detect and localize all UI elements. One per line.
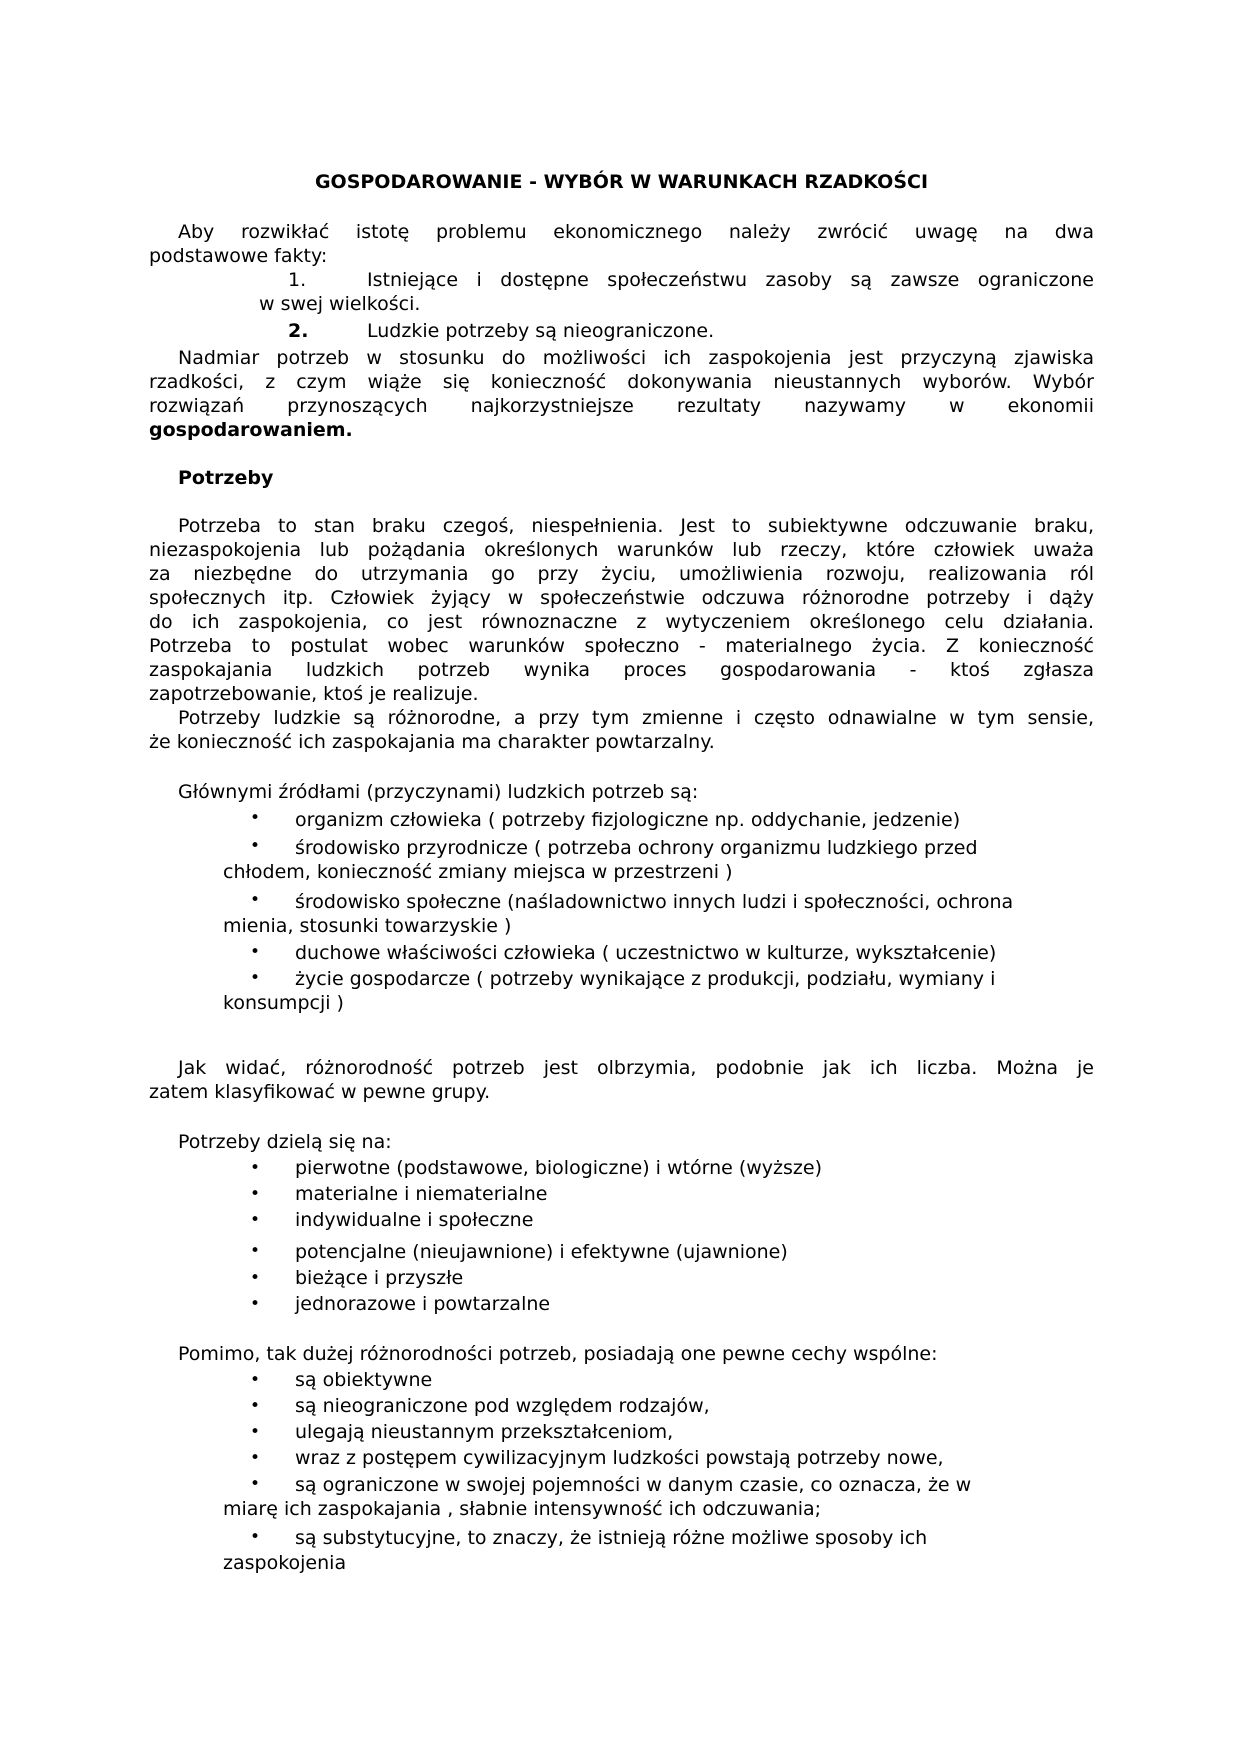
- source-item-2-line-1: środowisko przyrodnicze ( potrzeba ochrony organizmu ludzkiego przed: [295, 837, 978, 859]
- source-item-3-line-1: środowisko społeczne (naśladownictwo innych ludzi i społeczności, ochrona: [295, 891, 1014, 913]
- division-item-5: bieżące i przyszłe: [295, 1267, 464, 1289]
- bullet-icon: •: [250, 1474, 261, 1494]
- needs-line-7: zaspokajania ludzkich potrzeb wynika proces gospodarowania - ktoś zgłasza: [149, 659, 1094, 681]
- bullet-icon: •: [250, 1241, 261, 1261]
- bullet-icon: •: [250, 1370, 261, 1390]
- bullet-icon: •: [250, 1158, 261, 1178]
- source-item-3-line-2: mienia, stosunki towarzyskie ): [223, 915, 512, 937]
- needs-line-3: za niezbędne do utrzymania go przy życiu, umożliwienia rozwoju, realizowania ról: [149, 563, 1094, 585]
- bullet-icon: •: [250, 1210, 261, 1230]
- feature-item-6-line-1: są substytucyjne, to znaczy, że istnieją różne możliwe sposoby ich: [295, 1527, 928, 1549]
- division-item-4: potencjalne (nieujawnione) i efektywne (ujawnione): [295, 1241, 788, 1263]
- bullet-icon: •: [250, 1184, 261, 1204]
- bullet-icon: •: [250, 1527, 261, 1547]
- bullet-icon: •: [250, 942, 261, 962]
- document-title: GOSPODAROWANIE - WYBÓR W WARUNKACH RZADKOŚCI: [314, 171, 929, 193]
- bullet-icon: •: [250, 1294, 261, 1314]
- division-item-1: pierwotne (podstawowe, biologiczne) i wtórne (wyższe): [295, 1157, 822, 1179]
- fact-1-number: 1.: [288, 269, 307, 291]
- variety-line-1: Potrzeby ludzkie są różnorodne, a przy tym zmienne i często odnawialne w tym sensie,: [178, 707, 1094, 729]
- bullet-icon: •: [250, 808, 261, 828]
- division-item-3: indywidualne i społeczne: [295, 1209, 534, 1231]
- scarcity-bold-term: gospodarowaniem.: [149, 419, 353, 441]
- division-intro: Potrzeby dzielą się na:: [178, 1131, 392, 1153]
- feature-item-6-line-2: zaspokojenia: [223, 1552, 347, 1574]
- bullet-icon: •: [250, 1448, 261, 1468]
- intro-line-2: podstawowe fakty:: [149, 245, 328, 267]
- source-item-4-line-1: duchowe właściwości człowieka ( uczestnictwo w kulturze, wykształcenie): [295, 942, 997, 964]
- source-item-2-line-2: chłodem, konieczność zmiany miejsca w przestrzeni ): [223, 861, 733, 883]
- bullet-icon: •: [250, 1422, 261, 1442]
- sources-intro: Głównymi źródłami (przyczynami) ludzkich potrzeb są:: [178, 781, 699, 803]
- section-heading-potrzeby: Potrzeby: [178, 467, 274, 489]
- source-item-5-line-1: życie gospodarcze ( potrzeby wynikające z produkcji, podziału, wymiany i: [295, 968, 996, 990]
- fact-2-number: 2.: [288, 320, 309, 342]
- feature-item-3: ulegają nieustannym przekształceniom,: [295, 1421, 674, 1443]
- feature-item-2: są nieograniczone pod względem rodzajów,: [295, 1395, 710, 1417]
- needs-line-8: zapotrzebowanie, ktoś je realizuje.: [149, 683, 479, 705]
- needs-line-6: Potrzeba to postulat wobec warunków społeczno - materialnego życia. Z konieczność: [149, 635, 1094, 657]
- bullet-icon: •: [250, 1268, 261, 1288]
- features-intro: Pomimo, tak dużej różnorodności potrzeb, posiadają one pewne cechy wspólne:: [178, 1343, 938, 1365]
- needs-line-4: społecznych itp. Człowiek żyjący w społeczeństwie odczuwa różnorodne potrzeby i dąży: [149, 587, 1094, 609]
- fact-2-line-1: Ludzkie potrzeby są nieograniczone.: [367, 320, 715, 342]
- division-item-6: jednorazowe i powtarzalne: [295, 1293, 551, 1315]
- division-item-2: materialne i niematerialne: [295, 1183, 548, 1205]
- feature-item-4: wraz z postępem cywilizacyjnym ludzkości powstają potrzeby nowe,: [295, 1447, 944, 1469]
- bullet-icon: •: [250, 890, 261, 910]
- feature-item-1: są obiektywne: [295, 1369, 433, 1391]
- fact-1-line-1: Istniejące i dostępne społeczeństwu zasoby są zawsze ograniczone: [367, 269, 1094, 291]
- classification-line-1: Jak widać, różnorodność potrzeb jest olbrzymia, podobnie jak ich liczba. Można je: [178, 1057, 1094, 1079]
- variety-line-2: że konieczność ich zaspokajania ma charakter powtarzalny.: [149, 731, 715, 753]
- scarcity-line-3: rozwiązań przynoszących najkorzystniejsze rezultaty nazywamy w ekonomii: [149, 395, 1094, 417]
- bullet-icon: •: [250, 836, 261, 856]
- fact-1-line-2: w swej wielkości.: [259, 293, 421, 315]
- scarcity-line-1: Nadmiar potrzeb w stosunku do możliwości ich zaspokojenia jest przyczyną zjawiska: [178, 347, 1094, 369]
- needs-line-5: do ich zaspokojenia, co jest równoznaczne z wytyczeniem określonego celu działania.: [149, 611, 1094, 633]
- source-item-1-line-1: organizm człowieka ( potrzeby fizjologiczne np. oddychanie, jedzenie): [295, 809, 961, 831]
- bullet-icon: •: [250, 1396, 261, 1416]
- feature-item-5-line-1: są ograniczone w swojej pojemności w danym czasie, co oznacza, że w: [295, 1474, 972, 1496]
- bullet-icon: •: [250, 968, 261, 988]
- source-item-5-line-2: konsumpcji ): [223, 992, 344, 1014]
- scarcity-line-2: rzadkości, z czym wiąże się konieczność dokonywania nieustannych wyborów. Wybór: [149, 371, 1094, 393]
- classification-line-2: zatem klasyfikować w pewne grupy.: [149, 1081, 491, 1103]
- intro-line-1: Aby rozwikłać istotę problemu ekonomicznego należy zwrócić uwagę na dwa: [178, 221, 1094, 243]
- needs-line-1: Potrzeba to stan braku czegoś, niespełnienia. Jest to subiektywne odczuwanie braku,: [178, 515, 1094, 537]
- feature-item-5-line-2: miarę ich zaspokajania , słabnie intensywność ich odczuwania;: [223, 1498, 822, 1520]
- needs-line-2: niezaspokojenia lub pożądania określonych warunków lub rzeczy, które człowiek uważa: [149, 539, 1094, 561]
